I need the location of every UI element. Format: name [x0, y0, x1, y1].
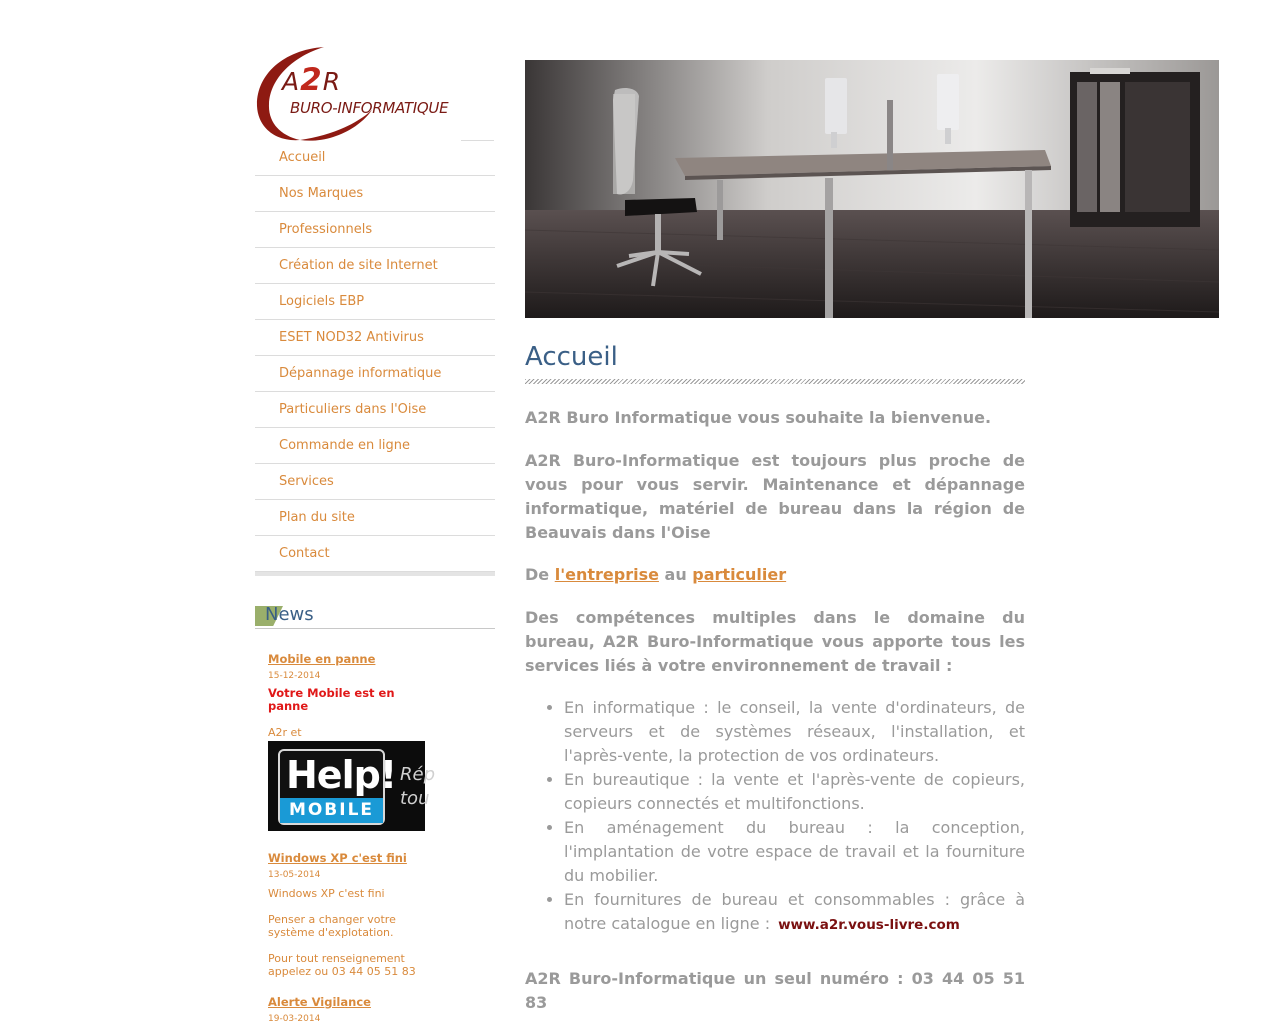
nav-item-eset	[255, 320, 495, 356]
nav-item-depannage	[255, 356, 495, 392]
news-item-date: 19-03-2014	[268, 1014, 321, 1024]
main-nav	[255, 140, 495, 572]
news-title: News	[265, 604, 314, 625]
logo-subtitle: BURO-INFORMATIQUE	[290, 99, 449, 117]
news-item-title[interactable]: Alerte Vigilance	[268, 995, 371, 1009]
list-item: • En aménagement du bureau : la conception, l'implantation de votre espace de travail et la fourniture du mobilier.	[564, 816, 1025, 888]
help-mobile-side-text: Rép tou	[400, 764, 436, 809]
nav-link-professionnels[interactable]: Professionnels	[279, 222, 373, 237]
nav-link-eset[interactable]: ESET NOD32 Antivirus	[279, 330, 424, 345]
help-mobile-word: Help!	[286, 753, 397, 797]
nav-link-contact[interactable]: Contact	[279, 546, 330, 561]
nav-link-accueil[interactable]: Accueil	[279, 150, 326, 165]
nav-link-logiciels-ebp[interactable]: Logiciels EBP	[279, 294, 365, 309]
news-item-highlight: Votre Mobile est en panne	[268, 686, 395, 713]
title-underline	[525, 379, 1025, 384]
nav-item-commande	[255, 428, 495, 464]
services-list	[525, 696, 1025, 937]
nav-link-creation-site[interactable]: Création de site Internet	[279, 258, 438, 273]
nav-item-services	[255, 464, 495, 500]
particulier-link[interactable]: particulier	[692, 565, 787, 584]
catalog-link[interactable]: www.a2r.vous-livre.com	[778, 917, 960, 933]
office-hero-image	[525, 60, 1219, 318]
list-item: • En bureautique : la vente et l'après-vente de copieurs, copieurs connectés et multifonctions.	[564, 768, 1025, 816]
audience-line: De l'entreprise au particulier	[525, 565, 787, 584]
news-item-text: Windows XP c'est fini	[268, 887, 385, 900]
news-item-text: Pour tout renseignement appelez ou 03 44 05 51 83	[268, 952, 416, 978]
list-item: • En informatique : le conseil, la vente d'ordinateurs, de serveurs et de systèmes réseaux, l'installation, et l'après-vente, la protection de vos ordinateurs.	[564, 696, 1025, 768]
news-item-title[interactable]: Windows XP c'est fini	[268, 851, 407, 865]
nav-item-professionnels	[255, 212, 495, 248]
news-item	[268, 652, 438, 831]
nav-link-nos-marques[interactable]: Nos Marques	[279, 186, 364, 201]
news-item	[268, 851, 438, 978]
news-item-text: Penser a changer votre système d'explotation.	[268, 913, 396, 939]
nav-link-services[interactable]: Services	[279, 474, 334, 489]
news-header	[255, 604, 495, 629]
nav-link-plan[interactable]: Plan du site	[279, 510, 355, 525]
nav-item-logiciels-ebp	[255, 284, 495, 320]
nav-item-nos-marques	[255, 176, 495, 212]
nav-item-plan	[255, 500, 495, 536]
nav-item-particuliers	[255, 392, 495, 428]
help-mobile-band: MOBILE	[280, 798, 383, 823]
nav-item-accueil	[255, 140, 495, 176]
nav-link-depannage[interactable]: Dépannage informatique	[279, 366, 442, 381]
nav-link-commande[interactable]: Commande en ligne	[279, 438, 411, 453]
help-mobile-image[interactable]	[268, 741, 436, 831]
news-item-text: A2r et	[268, 726, 302, 739]
nav-link-particuliers[interactable]: Particuliers dans l'Oise	[279, 402, 427, 417]
nav-item-contact	[255, 536, 495, 572]
site-logo[interactable]	[254, 44, 464, 144]
news-item-date: 15-12-2014	[268, 671, 321, 681]
welcome-text: A2R Buro Informatique vous souhaite la bienvenue.	[525, 408, 992, 427]
phone-line: A2R Buro-Informatique un seul numéro : 03 44 05 51 83	[525, 969, 1025, 1012]
skills-text: Des compétences multiples dans le domaine du bureau, A2R Buro-Informatique vous apporte tous les services liés à votre environnement de travail :	[525, 608, 1025, 675]
news-item	[268, 995, 438, 1024]
news-item-title[interactable]: Mobile en panne	[268, 652, 376, 666]
intro-text: A2R Buro-Informatique est toujours plus proche de vous pour vous servir. Maintenance et dépannage informatique, matériel de bureau dans la région de Beauvais dans l'Oise	[525, 451, 1025, 542]
news-item-date: 13-05-2014	[268, 870, 321, 880]
logo-wordmark: A2R	[282, 62, 342, 98]
list-item: • En fournitures de bureau et consommables : grâce à notre catalogue en ligne : www.a2r.vous-livre.com	[564, 888, 1025, 937]
entreprise-link[interactable]: l'entreprise	[554, 565, 659, 584]
news-list	[268, 652, 438, 1024]
help-mobile-logo	[278, 749, 397, 825]
nav-bottom-bar	[255, 572, 495, 576]
nav-item-creation-site	[255, 248, 495, 284]
main-content	[525, 336, 1025, 937]
page-title: Accueil	[525, 342, 618, 372]
